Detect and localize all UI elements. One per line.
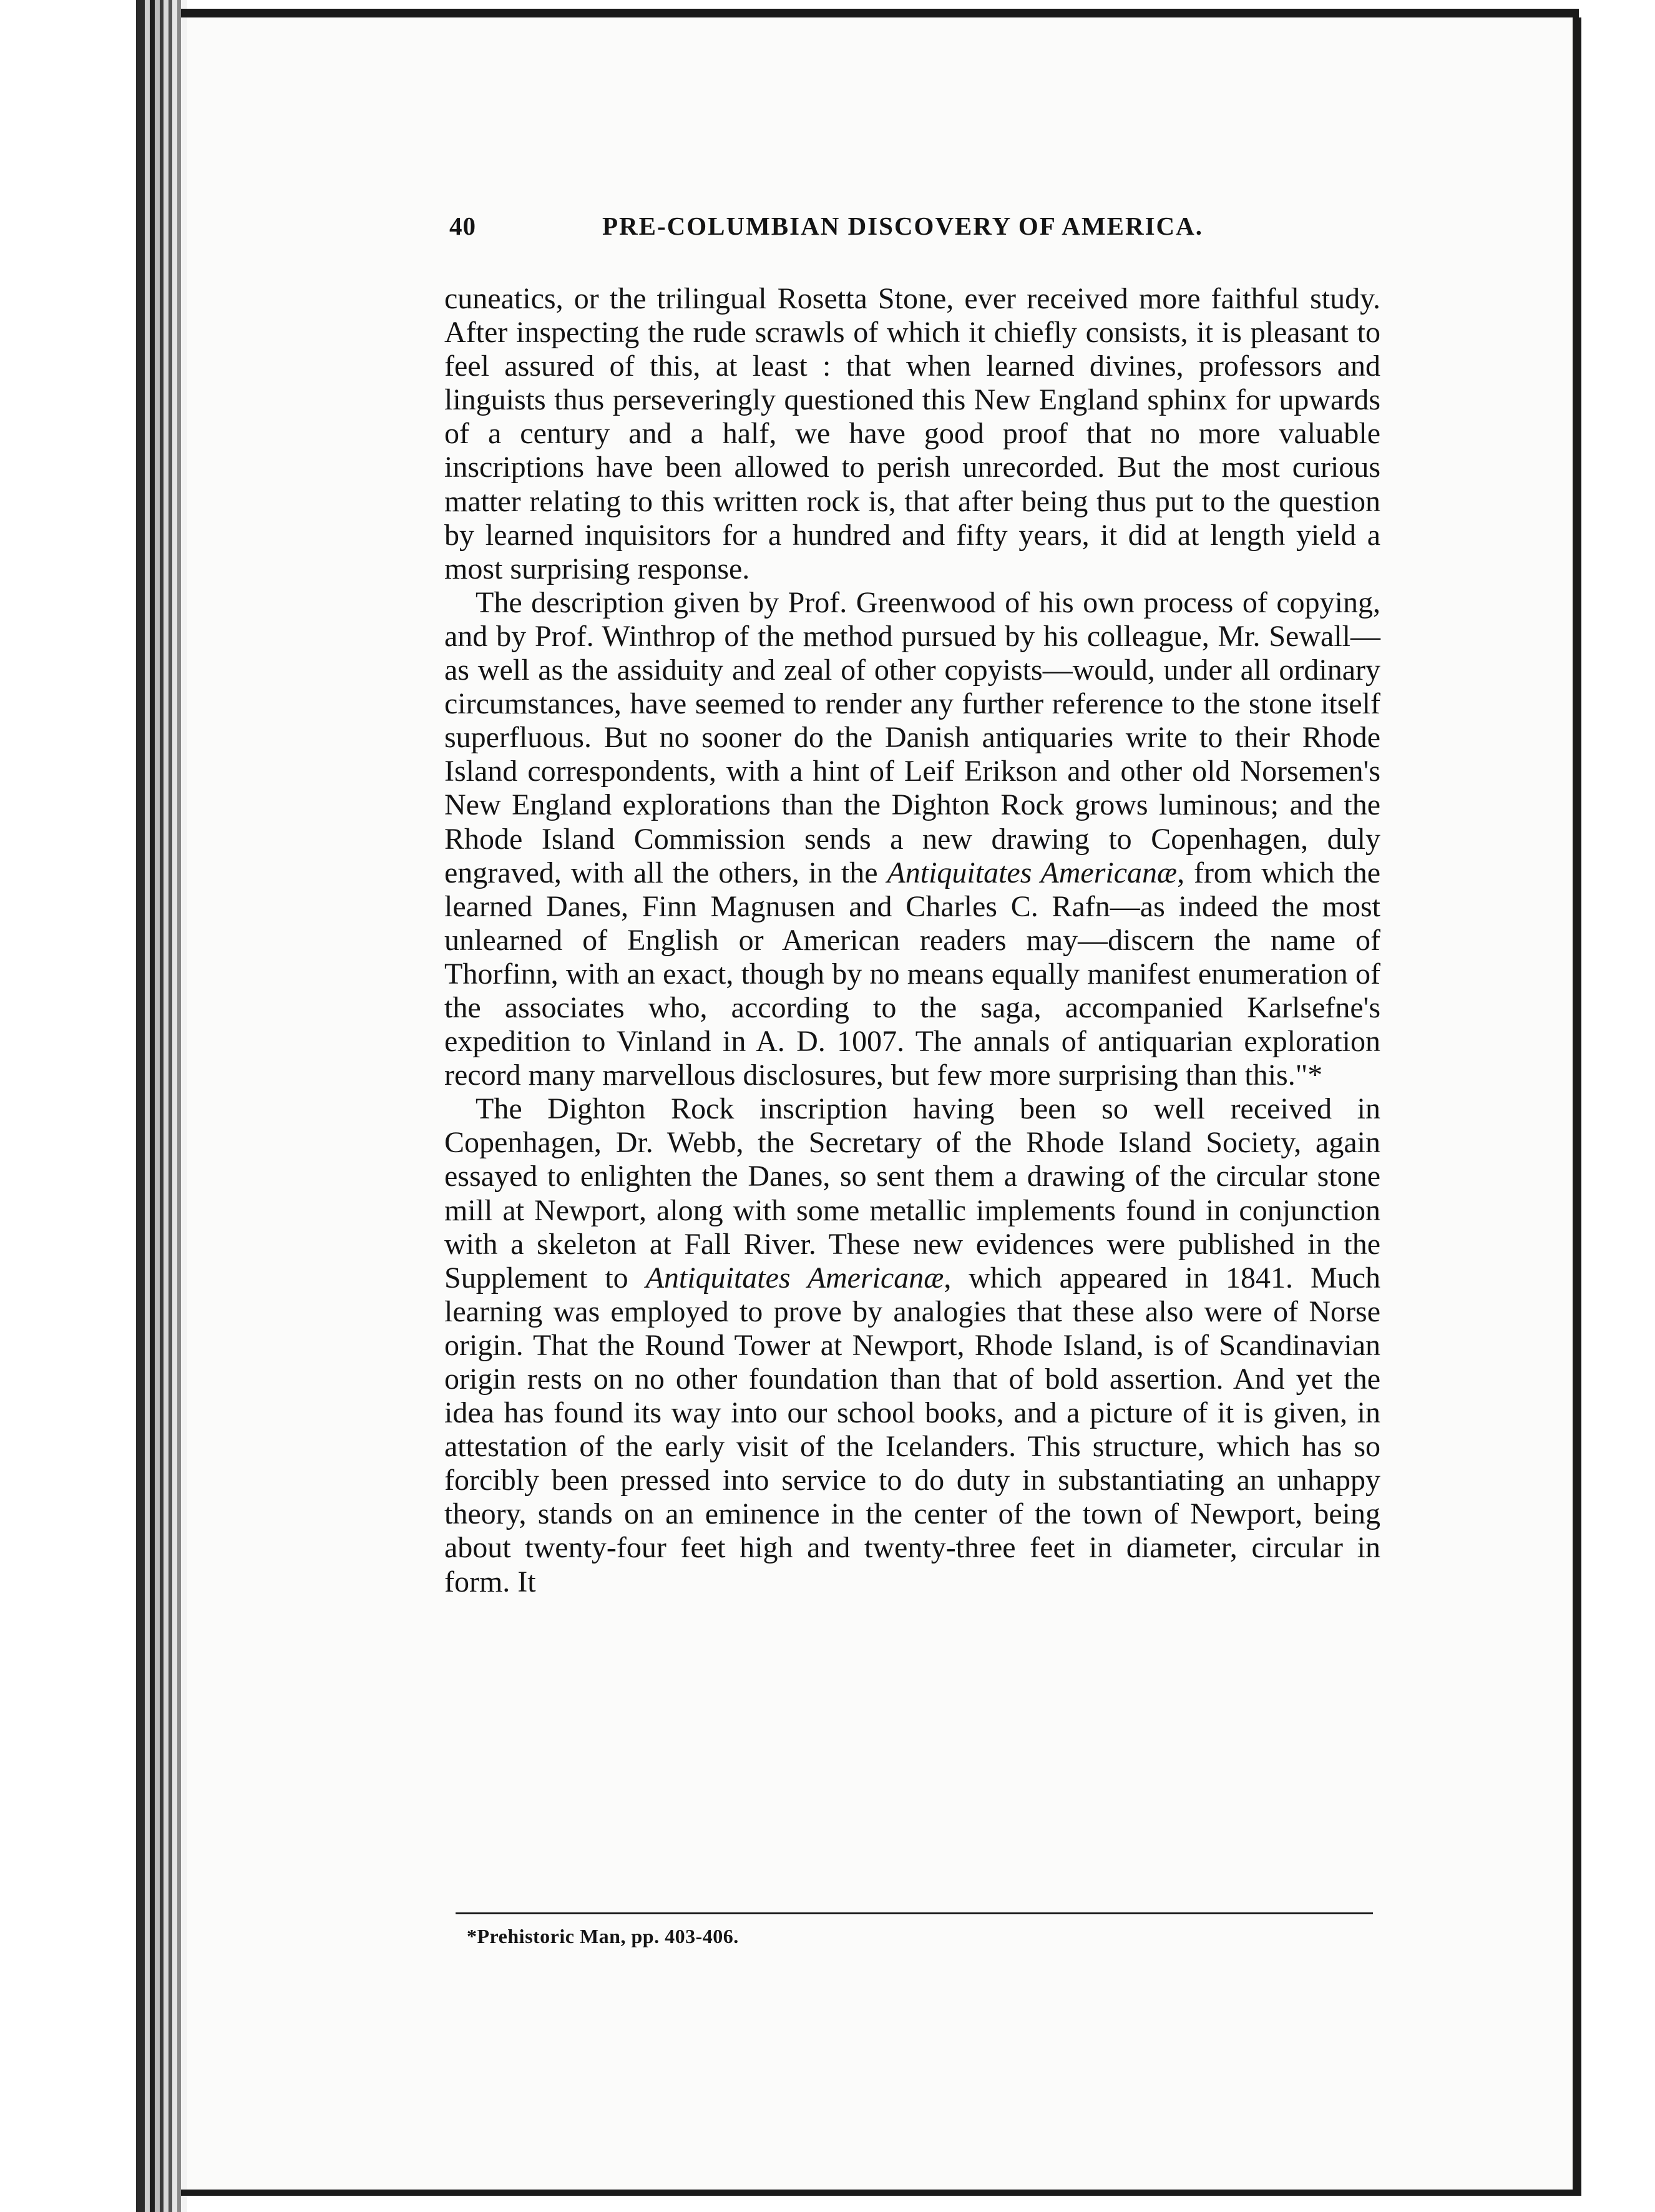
top-page-edge (181, 9, 1579, 17)
bottom-page-edge (181, 2190, 1581, 2196)
book-binding-edge (0, 0, 187, 2212)
page-title: PRE-COLUMBIAN DISCOVERY OF AMERICA. (602, 212, 1203, 240)
right-page-edge (1573, 17, 1581, 2190)
right-margin (1581, 0, 1655, 2212)
body-text (444, 282, 1380, 1599)
italic-title: Antiquitates Americanæ (887, 856, 1178, 889)
italic-title: Antiquitates Americanæ (645, 1261, 944, 1294)
paragraph: The description given by Prof. Greenwood of his own process of copying, and by Prof. Winthrop of the method pursued by his colleague, Mr. Sewall—as well as the assiduity and zeal of other copyists—would, under all ordinary circumstances, have seemed to render any further reference to the stone itself superfluous. But no sooner do the Danish antiquaries write to their Rhode Island correspondents, with a hint of Leif Erikson and other old Norsemen's New England explorations than the Dighton Rock grows luminous; and the Rhode Island Commission sends a new drawing to Copenhagen, duly engraved, with all the others, in the Antiquitates Americanæ, from which the learned Danes, Finn Magnusen and Charles C. Rafn—as indeed the most unlearned of English or American readers may—discern the name of Thorfinn, with an exact, though by no means equally manifest enumeration of the associates who, according to the saga, accompanied Karlsefne's expedition to Vinland in A. D. 1007. The annals of antiquarian exploration record many marvellous disclosures, but few more surprising than this."* (444, 585, 1381, 1092)
footnote: *Prehistoric Man, pp. 403-406. (467, 1925, 739, 1947)
paragraph: The Dighton Rock inscription having been so well received in Copenhagen, Dr. Webb, the Secretary of the Rhode Island Society, again essayed to enlighten the Danes, so sent them a drawing of the circular stone mill at Newport, along with some metallic implements found in conjunction with a skeleton at Fall River. These new evidences were published in the Supplement to Antiquitates Americanæ, which appeared in 1841. Much learning was employed to prove by analogies that these also were of Norse origin. That the Round Tower at Newport, Rhode Island, is of Scandinavian origin rests on no other foundation than that of bold assertion. And yet the idea has found its way into our school books, and a picture of it is given, in attestation of the early visit of the Icelanders. This structure, which has so forcibly been pressed into service to do duty in substantiating an unhappy theory, stands on an eminence in the center of the town of Newport, being about twenty-four feet high and twenty-three feet in diameter, circular in form. It (444, 1092, 1381, 1598)
footnote-rule (456, 1912, 1373, 1914)
running-head (449, 211, 1254, 248)
page-number: 40 (449, 212, 476, 240)
paragraph: cuneatics, or the trilingual Rosetta Stone, ever received more faithful study. After inspecting the rude scrawls of which it chiefly consists, it is pleasant to feel assured of this, at least : that when learned divines, professors and linguists thus perseveringly questioned this New England sphinx for upwards of a century and a half, we have good proof that no more valuable inscriptions have been allowed to perish unrecorded. But the most curious matter relating to this written rock is, that after being thus put to the question by learned inquisitors for a hundred and fifty years, it did at length yield a most surprising response. (444, 282, 1380, 585)
